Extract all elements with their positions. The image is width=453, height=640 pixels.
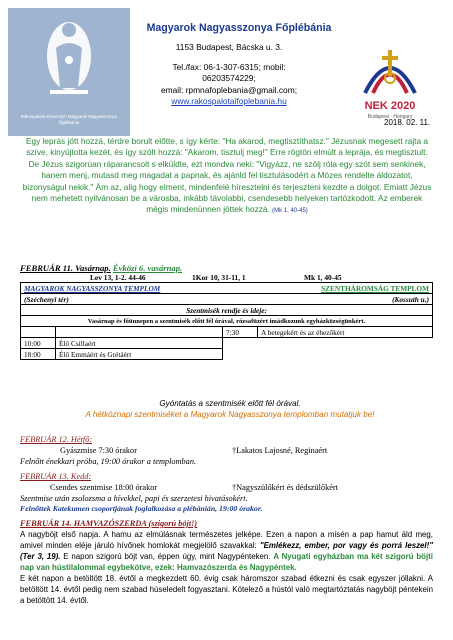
row-intent: Élő Csillaért (56, 338, 223, 349)
table-row (21, 349, 433, 360)
ash-wednesday-section (20, 518, 433, 606)
row-time: 10:00 (21, 338, 56, 349)
nek-2020-logo (345, 38, 435, 118)
church-2-location: (Kossuth u.) (223, 294, 433, 305)
ash-p1c: E napon szigorú böjt van, éppen úgy, mint Nagypénteken. (60, 552, 274, 561)
ash-wednesday-paragraph-2: E két napon a betöltött 18. évtől a megkezdett 60. évig csak háromszor szabad étkezni és csak egyszer jóllakni. A betöltött 14. évtől pedig nem szabad húseledelt fogyasztani. Kötelező a hústól való megtartóztatás nagyböjt péntekein a betöltött 14. évtől. (20, 574, 433, 605)
table-row (21, 305, 433, 316)
table-row (21, 327, 433, 338)
reading-2-label: 1Kor (192, 273, 209, 282)
website-link[interactable]: www.rakospalotaifoplebania.hu (171, 96, 287, 106)
tuesday-mass-intent: †Nagyszülőkért és dédszülőkért (232, 483, 338, 492)
tuesday-heading (20, 472, 435, 481)
row-time (21, 327, 56, 338)
reading-3-value: 1, 40-45 (316, 273, 342, 282)
reading-2-value: 10, 31-11, 1 (210, 273, 246, 282)
gospel-text (22, 136, 432, 218)
reading-1: Lev 13, 1-2. 44-46 (90, 273, 146, 282)
email: email: rpmnafoplebania@gmail.com; (160, 85, 298, 95)
parish-title: Magyarok Nagyasszonya Főplébánia (146, 22, 332, 34)
weekday-note: A hétköznapi szentmiséket a Magyarok Nagyasszonya templomban mutatjuk be! (85, 410, 375, 419)
row-intent-2 (258, 349, 433, 360)
row-time-2 (223, 349, 258, 360)
sunday-name: Évközi 6. vasárnap. (112, 263, 183, 273)
monday-note: Felnőtt énekkari próba, 19:00 órakor a templomban. (20, 457, 197, 466)
bulletin-date: 2018. 02. 11. (384, 118, 431, 127)
reading-3 (304, 273, 342, 282)
table-row (21, 316, 433, 327)
tuesday-date: FEBRUÁR 13. Kedd: (20, 472, 92, 481)
monday-date: FEBRUÁR 12. Hétfő: (20, 435, 93, 444)
row-intent: Élő Emmáért és Grétáért (56, 349, 223, 360)
reading-2 (192, 273, 246, 282)
monday-heading (20, 435, 435, 444)
row-intent-2: A betegekért és az éhezőkért (258, 327, 433, 338)
ash-wednesday-paragraph-1 (20, 529, 433, 573)
logo-caption: Rákospalota-Kissomlyó Magyarok Nagyasszonya főplébánia (20, 114, 118, 125)
nek-subtitle: Budapest · Hungary (367, 114, 413, 120)
nek-title: NEK 2020 (364, 100, 416, 112)
gospel-reference: (Mk 1, 40-45) (272, 208, 308, 215)
tuesday-note: Szentmise után zsolozsma a hívekkel, papi és szerzetesi hivatásokért. (20, 494, 248, 503)
tuesday-note-2: Felnőttek Katekumen csoportjának foglalkozása a plébánián, 19:00 órakor. (20, 504, 263, 513)
ash-p1a: A nagyböjt első napja. A hamu az elmúlásnak természetes jelképe. Ezen a napon a misén a pap hamut áld meg, amivel minden eléje járuló hívőnek homlokát megjelölő szavakkal: (20, 530, 433, 550)
ash-p1b: "Emlékezz, ember, por vagy és porrá leszel!" (Ter 3, 19). (20, 541, 433, 561)
phone-line: Tel./fax: 06-1-307-6315; mobil: (172, 62, 286, 72)
address: 1153 Budapest, Bácska u. 3. (175, 42, 283, 52)
ash-p1d: A Nyugati egyházban ma két szigorú böjti nap van hústilalommal egybekötve, ezek: Hamvazószerda és Nagypéntek. (20, 552, 433, 572)
mass-notes (60, 398, 400, 420)
table-row (21, 283, 433, 294)
table-row (21, 338, 433, 349)
order-label: Szentmisék rendje és ideje: (21, 305, 433, 316)
church-2: SZENTHÁROMSÁG TEMPLOM (321, 283, 429, 293)
church-1: MAGYAROK NAGYASSZONYA TEMPLOM (24, 283, 161, 293)
sunday-date: FEBRUÁR 11. Vasárnap. (20, 263, 111, 273)
church-1-location: (Széchenyi tér) (21, 294, 223, 305)
rosary-note: Vasárnap és főünnepen a szentmisék előtt fél órával, rózsafüzért imádkozunk egyházközségünkért. (21, 316, 433, 327)
reading-3-label: Mk (304, 273, 316, 282)
mass-schedule-table (20, 282, 433, 360)
row-time: 18:00 (21, 349, 56, 360)
tuesday-mass-time: Csendes szentmise 18:00 órakor (50, 483, 158, 492)
mobile-number: 06203574229; (202, 73, 256, 83)
monday-mass-time: Gyászmise 7:30 órakor (60, 446, 137, 455)
row-intent-2 (258, 338, 433, 349)
row-time-2 (223, 338, 258, 349)
gospel-body: Egy leprás jött hozzá, térdre borult előtte, s így kérte: "Ha akarod, megtisztíthatsz." Jézusnak megesett rajta a szíve, kinyújtotta kezét, és így szólt hozzá: "Akarom, tisztulj meg!" Erre rögtön elmúlt a leprája, és megtisztult. De Jézus szigorúan ráparancsolt s elküldte, ezt mondva neki: "Vigyázz, ne szólj róla egy szót sem senkinek, hanem menj, mutasd meg magadat a papnak, és ajánld fel tisztulásodért a Mózes rendelte áldozatot, bizonyságul nekik." Ám az, alig hogy elment, mindenfelé híresztelni és terjeszteni kezdte a dolgot. Emiatt Jézus nem mehetett nyilvánosan be a városba, inkább távolabbi, csendesebb helyeken tartózkodott. Az emberek mégis mindenünnen jöttek hozzá. (22, 136, 432, 215)
sunday-heading (20, 263, 182, 273)
monday-mass-intent: †Lakatos Lajosné, Reginaért (232, 446, 328, 455)
confession-note: Gyóntatás a szentmisék előtt fél órával. (159, 399, 301, 408)
parish-logo (8, 8, 130, 136)
row-intent (56, 327, 223, 338)
row-time-2: 7:30 (223, 327, 258, 338)
table-row (21, 294, 433, 305)
ash-wednesday-heading: FEBRUÁR 14. HAMVAZÓSZERDA (szigorú böjt!) (20, 519, 198, 528)
